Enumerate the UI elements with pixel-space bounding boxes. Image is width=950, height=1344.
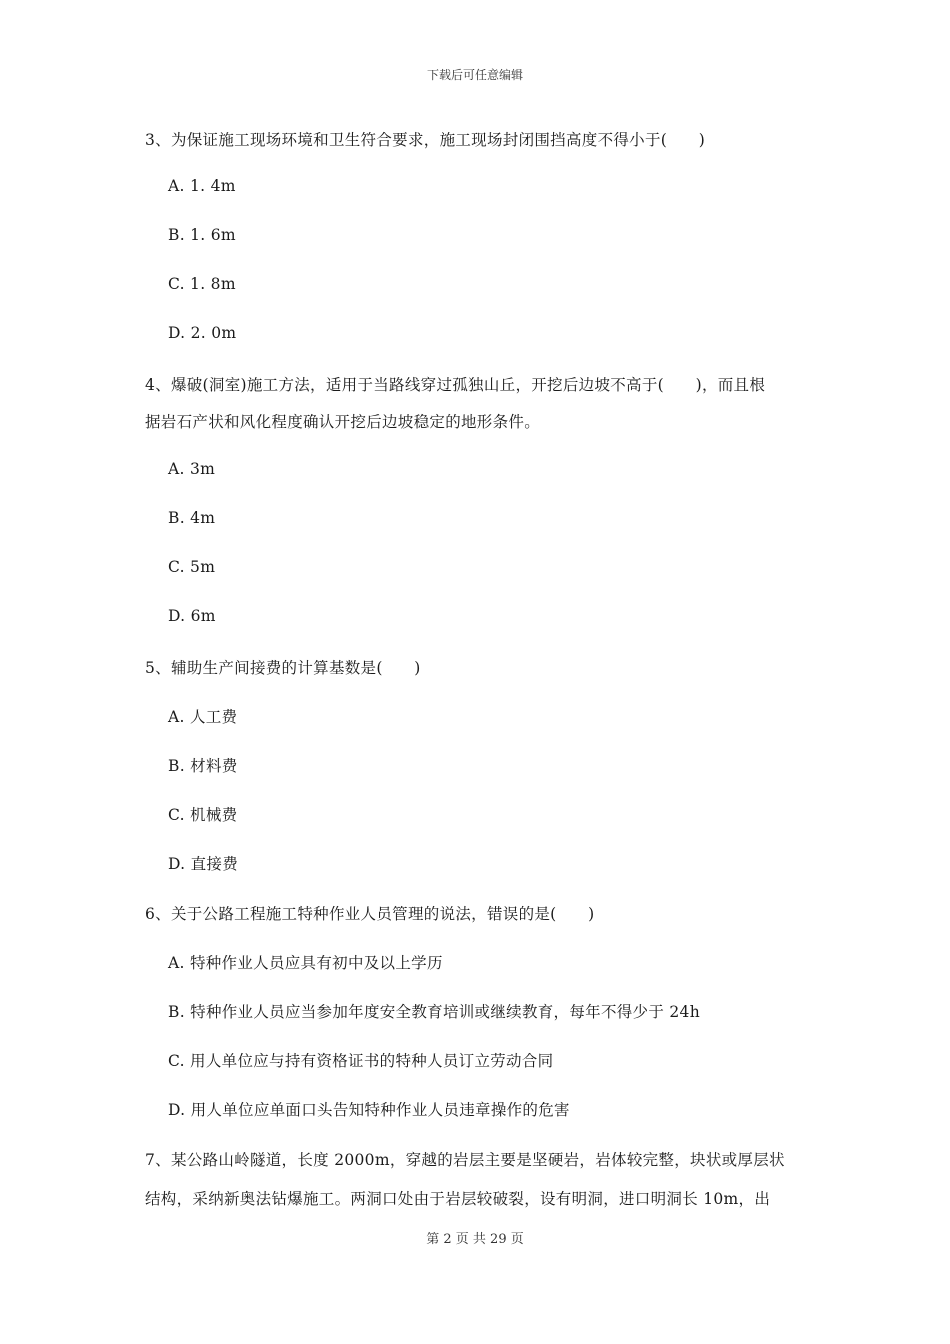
question-4-option-a: A. 3m bbox=[168, 460, 216, 478]
question-4-option-c: C. 5m bbox=[168, 558, 216, 576]
question-4-stem-line-1: 4、爆破(洞室)施工方法，适用于当路线穿过孤独山丘，开挖后边坡不高于( )，而且根 bbox=[145, 376, 766, 394]
page-header: 下载后可任意编辑 bbox=[426, 68, 523, 82]
question-3-stem: 3、为保证施工现场环境和卫生符合要求，施工现场封闭围挡高度不得小于( ) bbox=[145, 131, 706, 149]
question-4-option-d: D. 6m bbox=[168, 607, 216, 625]
question-6-option-c: C. 用人单位应与持有资格证书的特种人员订立劳动合同 bbox=[168, 1052, 554, 1070]
question-6-option-d: D. 用人单位应单面口头告知特种作业人员违章操作的危害 bbox=[168, 1101, 570, 1119]
question-5-option-d: D. 直接费 bbox=[168, 855, 239, 873]
question-5-option-a: A. 人工费 bbox=[168, 708, 238, 726]
question-6-stem: 6、关于公路工程施工特种作业人员管理的说法，错误的是( ) bbox=[145, 905, 595, 923]
question-5-option-c: C. 机械费 bbox=[168, 806, 238, 824]
question-4-option-b: B. 4m bbox=[168, 509, 216, 527]
question-5-stem: 5、辅助生产间接费的计算基数是( ) bbox=[145, 659, 421, 677]
question-6-option-a: A. 特种作业人员应具有初中及以上学历 bbox=[168, 954, 443, 972]
question-4-stem-line-2: 据岩石产状和风化程度确认开挖后边坡稳定的地形条件。 bbox=[145, 413, 541, 431]
question-7-stem-line-1: 7、某公路山岭隧道，长度 2000m，穿越的岩层主要是坚硬岩，岩体较完整，块状或厚层状 bbox=[145, 1151, 785, 1169]
question-3-option-a: A. 1. 4m bbox=[168, 177, 236, 195]
question-6-option-b: B. 特种作业人员应当参加年度安全教育培训或继续教育，每年不得少于 24h bbox=[168, 1003, 700, 1021]
question-7-stem-line-2: 结构，采纳新奥法钻爆施工。两洞口处由于岩层较破裂，设有明洞，进口明洞长 10m，出 bbox=[145, 1190, 771, 1208]
question-3-option-c: C. 1. 8m bbox=[168, 275, 236, 293]
question-5-option-b: B. 材料费 bbox=[168, 757, 238, 775]
question-3-option-b: B. 1. 6m bbox=[168, 226, 236, 244]
page-footer: 第 2 页 共 29 页 bbox=[426, 1232, 524, 1247]
question-3-option-d: D. 2. 0m bbox=[168, 324, 237, 342]
